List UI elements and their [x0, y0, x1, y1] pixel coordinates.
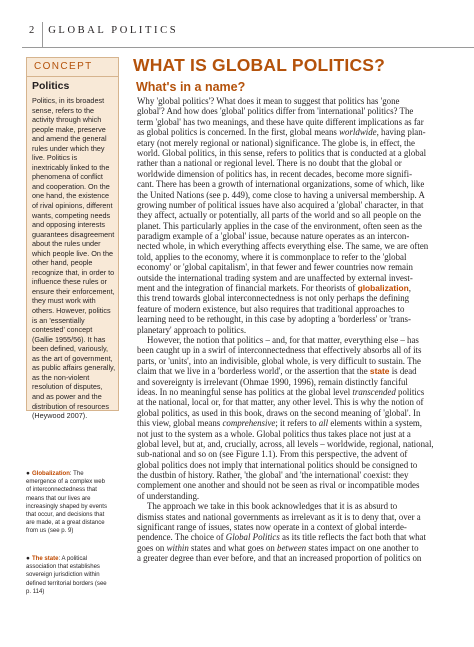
body-line: outside the international trading system and are unaffected by external invest- [137, 272, 413, 283]
body-line: pendence. The choice of Global Politics as its title reflects the fact both that what [137, 532, 426, 543]
emphasis-book-title: Global Politics [225, 532, 280, 543]
concept-line: been defined, variously, [32, 344, 109, 354]
running-head [29, 25, 178, 36]
glossary-line: emergence of a complex web [26, 479, 105, 486]
emphasis-comprehensive: comprehensive [222, 418, 276, 429]
concept-line: ensure their enforcement, [32, 286, 115, 296]
concept-line: contested' concept [32, 325, 93, 335]
body-line: planetary' approach to politics. [137, 324, 247, 335]
concept-term: Politics [32, 80, 70, 92]
glossary-first-line: : A political [58, 556, 88, 562]
concept-line: sense, refers to the [32, 105, 95, 115]
emphasis-transcended: transcended [352, 386, 396, 397]
body-line: global politics does not imply that international politics should be consigned to [137, 459, 418, 470]
body-line: the United Nations (see p. 449), come close to having a universal membership. A [137, 189, 425, 200]
chapter-title: WHAT IS GLOBAL POLITICS? [133, 55, 386, 75]
concept-line: about the rules under [32, 239, 101, 249]
body-line: economy' or 'global capitalism', in that fewer and fewer countries now remain [137, 262, 413, 273]
body-line: global'? And how does 'global' politics differ from 'international' politics? The [137, 106, 414, 117]
concept-line: resolution of disputes, [32, 382, 103, 392]
concept-line: and amend the general [32, 134, 107, 144]
body-line: the dustbin of history. Rather, 'the global' and 'the international' coexist: they [137, 470, 409, 481]
body-line: ideas. In no meaningful sense has politics at the global level transcended politics [137, 386, 425, 397]
glossary-line: sovereign jurisdiction within [26, 572, 100, 579]
concept-line: people make, preserve [32, 124, 106, 134]
concept-line: and opposing interests [32, 220, 105, 230]
body-line: complement one another and should not be seen as rival or incompatible modes [137, 480, 420, 491]
body-line: as global politics is concerned. In the first, global means worldwide, having plan- [137, 127, 426, 138]
body-line: planet. This particularly applies in the case of the environment, often seen as the [137, 220, 422, 231]
concept-definition [32, 96, 118, 421]
glossary-line: p. 114) [26, 588, 45, 595]
concept-label: CONCEPT [34, 61, 93, 72]
body-line: term 'global' has two meanings, and these have quite different implications as far [137, 116, 424, 127]
glossary-line: means that our lives are [26, 495, 91, 502]
body-line: ment and the integration of financial markets. For theorists of globalization, [137, 283, 411, 294]
body-line: global politics, as used in this book, draws on the second meaning of 'global'. In [137, 407, 421, 418]
body-line: parts, or 'units', into an indivisible, global whole, is very difficult to sustain. The [137, 355, 421, 366]
body-text [137, 96, 467, 564]
concept-line: (Heywood 2007). [32, 411, 88, 421]
body-line: been caught up in a swirl of interconnectedness that effectively absorbs all of its [137, 345, 422, 356]
emphasis-within: within [166, 542, 189, 553]
concept-line: live. Politics is [32, 153, 78, 163]
concept-line: others. However, politics [32, 306, 111, 316]
page-number: 2 [29, 25, 35, 36]
concept-line: phenomena of conflict [32, 172, 103, 182]
body-line: paradigm example of a 'global' issue, because nature operates as an intercon- [137, 231, 410, 242]
glossary-bullet: ● [26, 470, 30, 477]
emphasis-between: between [277, 542, 307, 553]
body-line: global level, but at, and, crucially, across, all levels – worldwide, regional, national, [137, 438, 434, 449]
body-line: significant range of issues, states now operate in a context of global interde- [137, 522, 407, 533]
concept-line: as the non-violent [32, 372, 90, 382]
body-line: this view, global means comprehensive; it refers to all elements within a system, [137, 418, 423, 429]
glossary-state [26, 555, 122, 596]
glossary-term: The state [31, 556, 59, 562]
glossary-bullet: ● [26, 555, 30, 562]
concept-line: distribution of resources [32, 401, 109, 411]
body-line: this trend towards global interconnectedness is not only perhaps the defining [137, 293, 410, 304]
concept-line: activity through which [32, 115, 102, 125]
concept-line: which people live. On the [32, 248, 114, 258]
concept-line: Politics, in its broadest [32, 96, 105, 105]
body-line: at the national, local or, for that matter, any other level. This is why the notion of [137, 397, 424, 408]
body-line: nected whole, in which everything affects everything else. The same, we are often [137, 241, 429, 252]
body-line: feature of modern existence, but also requires that traditional approaches to [137, 303, 405, 314]
body-line: The approach we take in this book acknowledges that it is as absurd to [147, 501, 398, 512]
book-title: GLOBAL POLITICS [48, 25, 179, 36]
section-title: What's in a name? [136, 80, 246, 94]
body-line: worldwide dimension of politics has, in recent decades, become more signifi- [137, 168, 413, 179]
glossary-line: of interconnectedness that [26, 487, 97, 494]
emphasis-all: all [318, 418, 329, 429]
concept-line: (Gallie 1955/56). It has [32, 334, 106, 344]
keyword-state: state [369, 366, 390, 377]
keyword-globalization: globalization [357, 283, 409, 294]
concept-line: of rival opinions, different [32, 201, 113, 211]
concept-line: as the art of government, [32, 353, 113, 363]
body-line: learning need to be rethought, in this case by adopting a 'borderless' or 'trans- [137, 314, 411, 325]
glossary-globalization [26, 470, 122, 536]
body-line: dismiss states and national governments as irrelevant as it is to deny that, over a [137, 511, 421, 522]
concept-line: wants, competing needs [32, 210, 111, 220]
body-line: growing number of political issues have also acquired a 'global' character, in that [137, 199, 424, 210]
glossary-line: are made, at a great distance [26, 520, 105, 527]
body-line: not just to the system as a whole. Global politics thus takes place not just at a [137, 428, 411, 439]
concept-line: they must work with [32, 296, 96, 306]
body-line: a greater degree than ever before, and that an increased proportion of politics on [137, 553, 422, 564]
glossary-line: from us (see p. 9) [26, 528, 74, 535]
body-line: Why 'global politics'? What does it mean to suggest that politics has 'gone [137, 96, 400, 106]
concept-line: as public affairs generally, [32, 363, 116, 373]
body-line: told, applies to the economy, where it is commonplace to refer to the 'global [137, 251, 407, 262]
glossary-line: defined territorial borders (see [26, 580, 107, 587]
concept-label-bar [27, 58, 118, 77]
concept-line: rules under which they [32, 143, 105, 153]
concept-box [26, 57, 119, 421]
glossary-line: increasingly shaped by events [26, 503, 108, 510]
body-line: claim that we live in a 'borderless world', or the assertion that the state is dead [137, 366, 417, 377]
body-line: rather than a national or regional level. There is no doubt that the global or [137, 158, 402, 169]
body-line: of understanding. [137, 490, 200, 501]
body-line: However, the notion that politics – and, for that matter, everything else – has [147, 334, 419, 345]
glossary-first-line: : The [69, 471, 84, 477]
body-line: cant. There has been a growth of international organizations, some of which, like [137, 179, 425, 190]
concept-line: recognize that, in order to [32, 267, 115, 277]
emphasis-worldwide: worldwide [339, 127, 377, 138]
glossary-term: Globalization [31, 471, 70, 477]
concept-line: inextricably linked to the [32, 162, 110, 172]
glossary-line: that occur, and decisions that [26, 511, 105, 518]
concept-line: and as power and the [32, 391, 102, 401]
concept-line: and cooperation. On the [32, 181, 110, 191]
concept-line: guarantees disagreement [32, 229, 115, 239]
concept-line: is an 'essentially [32, 315, 85, 325]
body-line: and sovereignty is irrelevant (Ohmae 1990, 1996), remain distinctly fanciful [137, 376, 408, 387]
concept-line: one hand, the existence [32, 191, 109, 201]
body-line: goes on within states and what goes on between states impact on one another to [137, 542, 419, 553]
body-line: sub-national and so on (see Figure 1.1). From this perspective, the advent of [137, 449, 408, 460]
concept-line: other hand, people [32, 258, 93, 268]
body-line: they affect, actually or potentially, all parts of the world and so all people on the [137, 210, 421, 221]
body-line: world. Global politics, in this sense, refers to politics that is conducted at a global [137, 147, 427, 158]
concept-line: influence these rules or [32, 277, 107, 287]
body-line: etary (not merely regional or national) significance. The globe is, in effect, the [137, 137, 415, 148]
header-rule [22, 47, 474, 48]
glossary-line: association that establishes [26, 564, 100, 571]
